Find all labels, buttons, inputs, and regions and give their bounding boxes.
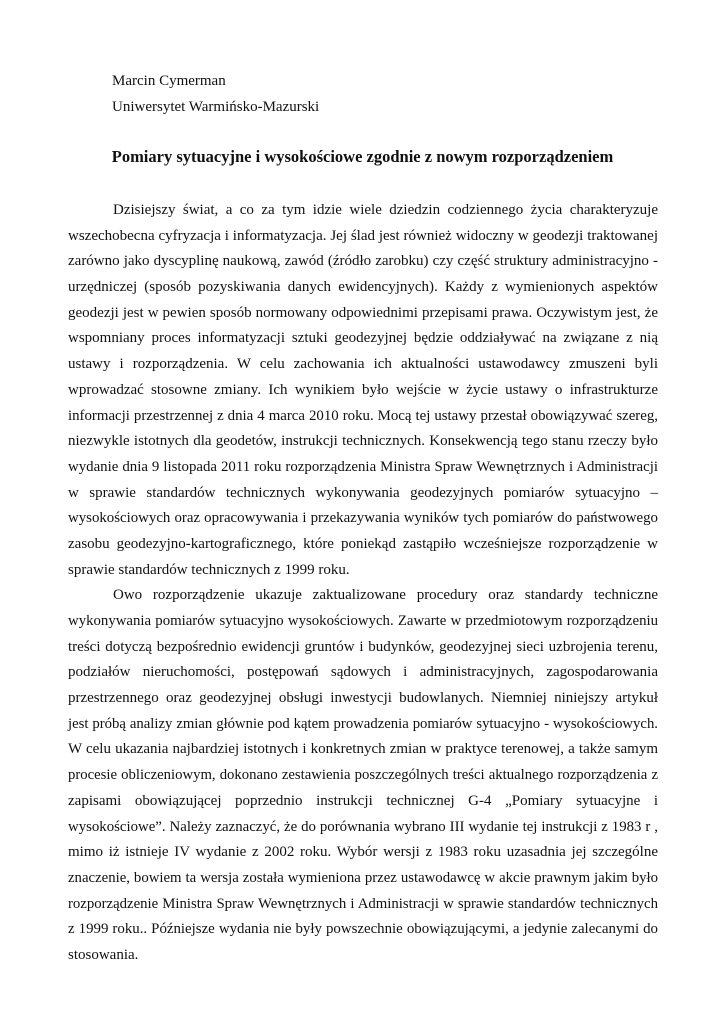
text-line: wykonywania pomiarów sytuacyjno wysokościowych. Zawarte w przedmiotowym rozporządzeniu: [68, 613, 658, 629]
text-line: znaczenie, bowiem ta wersja została wymieniona przez ustawodawcę w akcie prawnym jakim było: [68, 869, 658, 886]
text-line: mimo iż istnieje IV wydanie z 2002 roku. Wybór wersji z 1983 roku uzasadnia jej szczególne: [68, 844, 658, 861]
author-block: [112, 68, 319, 120]
text-line: ustawy i rozporządzenia. W celu zachowania ich aktualności ustawodawcy zmuszeni byli: [68, 356, 658, 373]
text-line: podziałów nieruchomości, postępowań sądowych i administracyjnych, zagospodarowania: [68, 664, 658, 681]
author-name: Marcin Cymerman: [112, 73, 226, 89]
text-line: urzędniczej (sposób pozyskiwania danych ewidencyjnych). Każdy z wymienionych aspektów: [68, 279, 658, 296]
text-line: informacji przestrzennej z dnia 4 marca 2010 roku. Mocą tej ustawy przestał obowiązywać szereg,: [68, 407, 658, 424]
text-line: wysokościowych oraz opracowywania i przekazywania wyników tych pomiarów do państwowego: [68, 510, 658, 527]
text-line: Dzisiejszy świat, a co za tym idzie wiele dziedzin codziennego życia charakteryzuje: [113, 202, 658, 218]
text-line: sprawie standardów technicznych z 1999 roku.: [68, 561, 350, 578]
text-line: stosowania.: [68, 946, 139, 963]
text-line: wydanie dnia 9 listopada 2011 roku rozporządzenia Ministra Spraw Wewnętrznych i Administracji: [68, 458, 658, 475]
article-title: Pomiary sytuacyjne i wysokościowe zgodnie z nowym rozporządzeniem: [111, 147, 614, 166]
text-line: Owo rozporządzenie ukazuje zaktualizowane procedury oraz standardy techniczne: [113, 587, 658, 604]
text-line: wprowadzać stosowne zmiany. Ich wynikiem było wejście w życie ustawy o infrastrukturze: [68, 381, 658, 398]
paragraph-1: [68, 198, 658, 583]
text-line: wysokościowe”. Należy zaznaczyć, że do porównania wybrano III wydanie tej instrukcji z 1983 r ,: [68, 818, 658, 835]
text-line: zapisami obowiązującej poprzednio instrukcji technicznej G-4 „Pomiary sytuacyjne i: [68, 792, 658, 809]
text-line: zasobu geodezyjno-kartograficznego, które poniekąd zastąpiło wcześniejsze rozporządzenie w: [68, 535, 658, 552]
text-line: wspomniany proces informatyzacji sztuki geodezyjnej będzie oddziaływać na związane z nią: [68, 330, 658, 347]
text-line: jest próbą analizy zmian głównie pod kątem prowadzenia pomiarów sytuacyjno - wysokościowych.: [68, 715, 658, 732]
text-line: rozporządzenie Ministra Spraw Wewnętrznych i Administracji w sprawie standardów technicznych: [68, 895, 658, 912]
paragraph-2: [68, 583, 658, 968]
text-line: wszechobecna cyfryzacja i informatyzacja. Jej ślad jest również widoczny w geodezji traktowanej: [68, 227, 658, 244]
text-line: procesie obliczeniowym, dokonano zestawienia poszczególnych treści aktualnego rozporządzenia z: [68, 767, 658, 784]
text-line: przestrzennego oraz geodezyjnej obsługi inwestycji budowlanych. Niemniej niniejszy artykuł: [68, 690, 658, 707]
author-affiliation: Uniwersytet Warmińsko-Mazurski: [112, 99, 320, 115]
text-line: z 1999 roku.. Późniejsze wydania nie były powszechnie obowiązującymi, a jedynie zalecanymi do: [68, 921, 658, 938]
article-body: [68, 198, 658, 969]
text-line: niezwykle istotnych dla geodetów, instrukcji technicznych. Konsekwencją tego stanu rzeczy było: [68, 433, 658, 450]
text-line: zarówno jako dyscyplinę naukową, zawód (źródło zarobku) czy część struktury administracyjno -: [68, 253, 658, 270]
text-line: treści dotyczą bezpośrednio ewidencji gruntów i budynków, geodezyjnej sieci uzbrojenia terenu,: [68, 638, 658, 655]
text-line: w sprawie standardów technicznych wykonywania geodezyjnych pomiarów sytuacyjno –: [68, 484, 658, 501]
text-line: geodezji jest w pewien sposób normowany odpowiednimi przepisami prawa. Oczywistym jest, że: [68, 304, 658, 321]
text-line: W celu ukazania najbardziej istotnych i konkretnych zmian w praktyce terenowej, a także samym: [68, 741, 658, 758]
